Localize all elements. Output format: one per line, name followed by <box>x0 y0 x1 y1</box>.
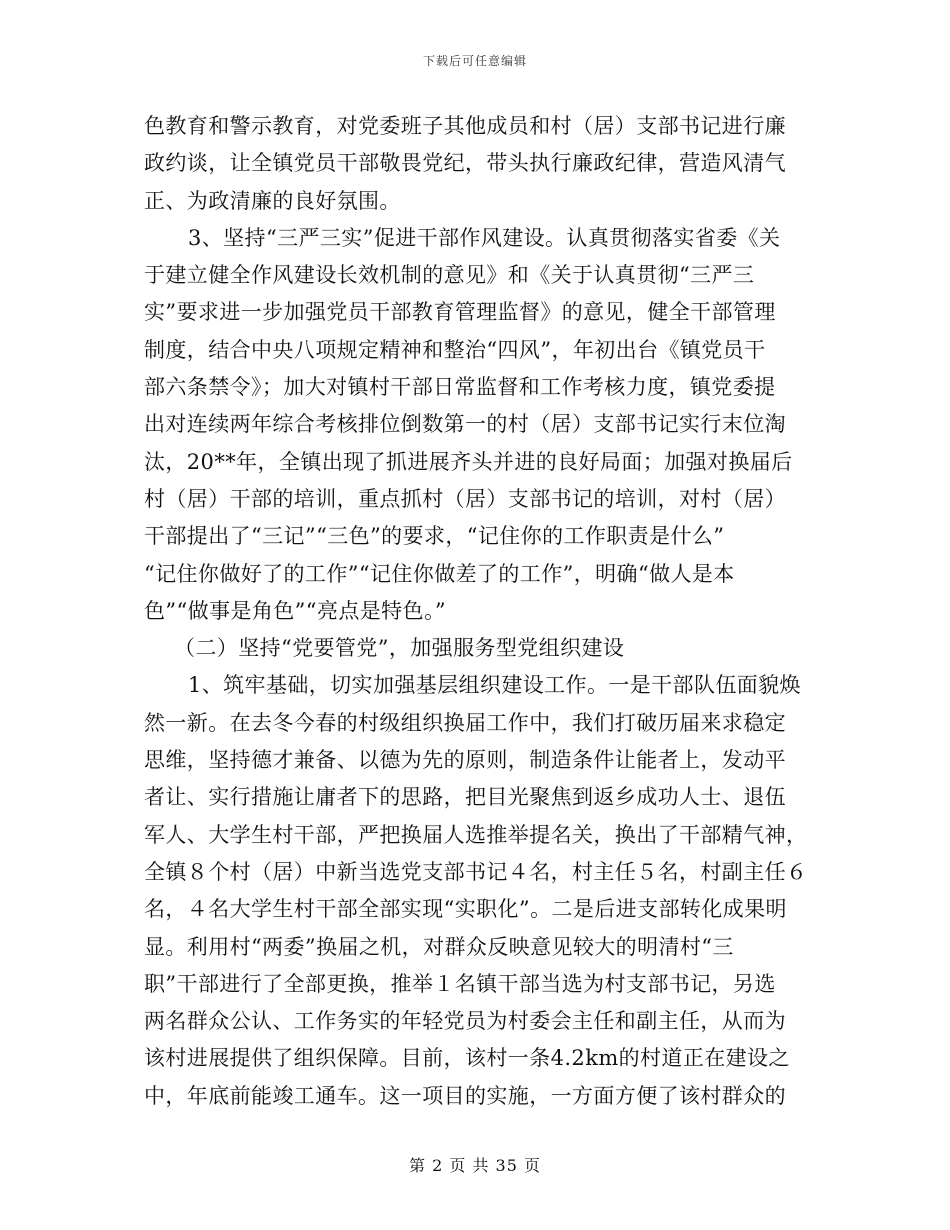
text-line: 中，年底前能竣工通车。这一项目的实施，一方面方便了该村群众的 <box>144 1083 786 1108</box>
page-footer: 第 2 页 共 35 页 <box>409 1156 541 1175</box>
text-line: 制度，结合中央八项规定精神和整治“四风”，年初出台《镇党员干 <box>144 337 766 362</box>
text-line: 军人、大学生村干部，严把换届人选推举提名关，换出了干部精气神， <box>144 822 808 847</box>
text-line: 部六条禁令》；加大对镇村干部日常监督和工作考核力度，镇党委提 <box>144 375 776 400</box>
text-line: 思维，坚持德才兼备、以德为先的原则，制造条件让能者上，发动平 <box>144 748 786 773</box>
text-line: 名，４名大学生村干部全部实现“实职化”。二是后进支部转化成果明 <box>144 897 787 922</box>
text-line: 汰，20**年，全镇出现了抓进展齐头并进的良好局面；加强对换届后 <box>144 449 793 474</box>
text-line: “记住你做好了的工作”“记住你做差了的工作”，明确“做人是本 <box>144 561 735 586</box>
text-line: 者让、实行措施让庸者下的思路，把目光聚焦到返乡成功人士、退伍 <box>144 785 786 810</box>
text-line: 于建立健全作风建设长效机制的意见》和《关于认真贯彻“三严三 <box>144 263 755 288</box>
paragraph-start: 3、坚持“三严三实”促进干部作风建设。认真贯彻落实省委《关 <box>188 225 781 250</box>
paragraph-start: 1、筑牢基础，切实加强基层组织建设工作。一是干部队伍面貌焕 <box>188 673 801 698</box>
text-line: 色”“做事是角色”“亮点是特色。” <box>144 598 446 623</box>
text-line: 正、为政清廉的良好氛围。 <box>144 188 401 213</box>
text-line: 实”要求进一步加强党员干部教育管理监督》的意见，健全干部管理 <box>144 300 776 325</box>
text-line: 村（居）干部的培训，重点抓村（居）支部书记的培训，对村（居） <box>144 486 786 511</box>
text-line: 色教育和警示教育，对党委班子其他成员和村（居）支部书记进行廉 <box>144 114 786 138</box>
text-line: 干部提出了“三记”“三色”的要求，“记住你的工作职责是什么” <box>144 524 725 549</box>
document-body <box>144 108 812 1115</box>
text-line: 职”干部进行了全部更换，推举１名镇干部当选为村支部书记，另选 <box>144 971 776 996</box>
text-line: 政约谈，让全镇党员干部敬畏党纪，带头执行廉政纪律，营造风清气 <box>144 151 786 176</box>
text-line: 然一新。在去冬今春的村级组织换届工作中，我们打破历届来求稳定 <box>144 710 786 735</box>
text-line: 出对连续两年综合考核排位倒数第一的村（居）支部书记实行末位淘 <box>144 412 786 437</box>
text-line: 显。利用村“两委”换届之机，对群众反映意见较大的明清村“三 <box>144 934 734 959</box>
page-header: 下载后可任意编辑 <box>422 54 527 68</box>
text-line: 该村进展提供了组织保障。目前，该村一条4.2km的村道正在建设之 <box>144 1046 790 1071</box>
text-line: 全镇８个村（居）中新当选党支部书记４名，村主任５名，村副主任６ <box>144 859 808 884</box>
section-heading: （二）坚持“党要管党”，加强服务型党组织建设 <box>174 636 625 661</box>
text-line: 两名群众公认、工作务实的年轻党员为村委会主任和副主任，从而为 <box>144 1009 786 1034</box>
